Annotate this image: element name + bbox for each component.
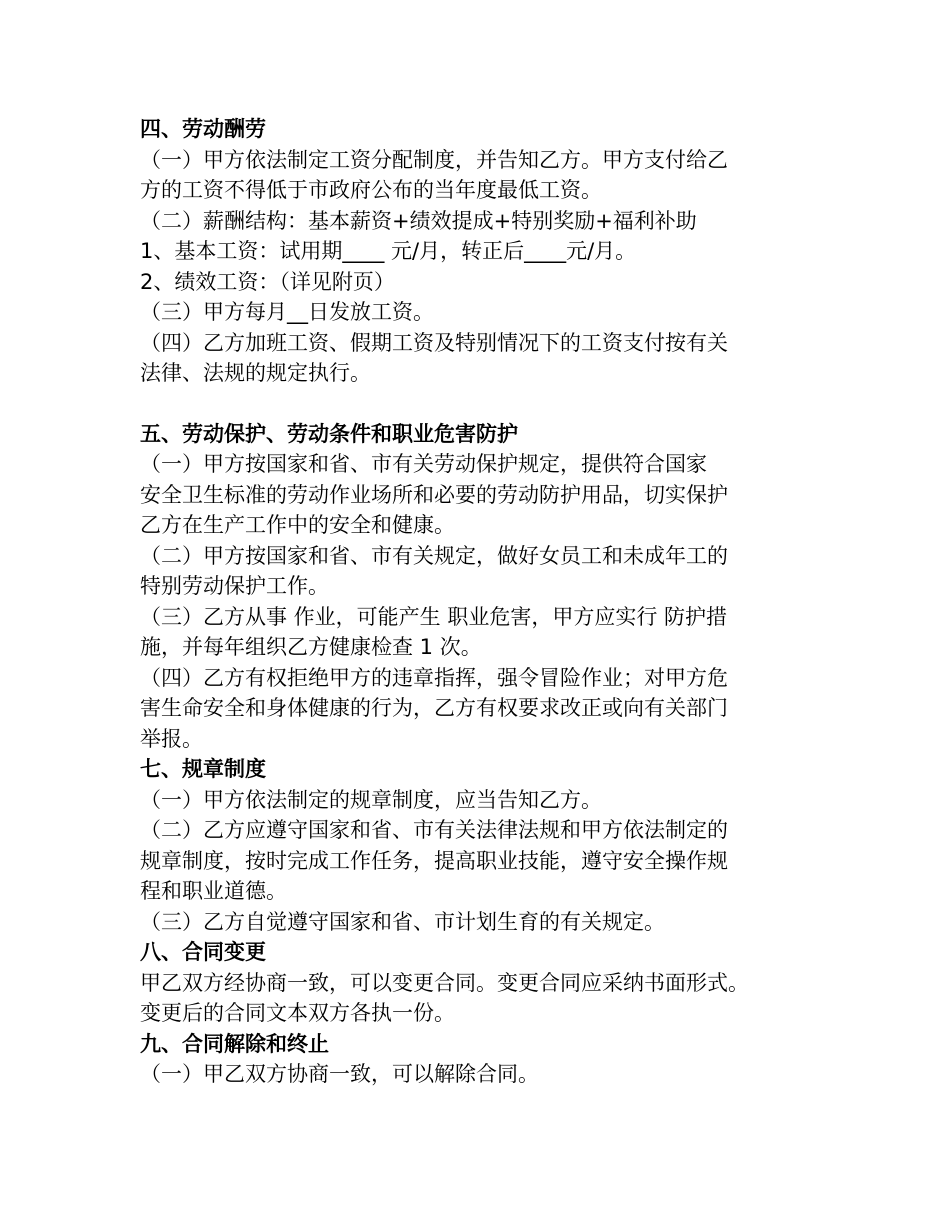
paragraph-line: 变更后的合同文本双方各执一份。 xyxy=(140,1001,455,1025)
section-heading-5: 五、劳动保护、劳动条件和职业危害防护 xyxy=(140,421,518,446)
paragraph-line: 特别劳动保护工作。 xyxy=(140,574,329,598)
paragraph-line: 方的工资不得低于市政府公布的当年度最低工资。 xyxy=(140,178,602,202)
paragraph-line: （一）甲方按国家和省、市有关劳动保护规定，提供符合国家 xyxy=(140,452,707,476)
paragraph-line: 施，并每年组织乙方健康检查 1 次。 xyxy=(140,635,482,659)
section-heading-9: 九、合同解除和终止 xyxy=(140,1031,329,1056)
paragraph-line: （一）甲方依法制定的规章制度，应当告知乙方。 xyxy=(140,787,602,812)
paragraph-line: 举报。 xyxy=(140,726,203,751)
paragraph-line: 甲乙双方经协商一致，可以变更合同。变更合同应采纳书面形式。 xyxy=(140,970,749,995)
paragraph-line: 1、基本工资：试用期____ 元/月，转正后____元/月。 xyxy=(140,239,637,263)
paragraph-line: （二）薪酬结构：基本薪资+绩效提成+特别奖励+福利补助 xyxy=(140,208,697,233)
paragraph-line: （三）乙方从事 作业，可能产生 职业危害，甲方应实行 防护措 xyxy=(140,604,728,629)
document-page xyxy=(140,114,820,1090)
paragraph-line: 法律、法规的规定执行。 xyxy=(140,361,371,385)
paragraph-line: （一）甲乙双方协商一致，可以解除合同。 xyxy=(140,1062,539,1086)
section-spacer xyxy=(140,389,820,419)
paragraph-line: （一）甲方依法制定工资分配制度，并告知乙方。甲方支付给乙 xyxy=(140,147,728,172)
paragraph-line: 规章制度，按时完成工作任务，提高职业技能，遵守安全操作规 xyxy=(140,848,728,873)
paragraph-line: 害生命安全和身体健康的行为，乙方有权要求改正或向有关部门 xyxy=(140,696,728,720)
paragraph-line: 2、绩效工资：（详见附页） xyxy=(140,269,395,294)
paragraph-line: （三）乙方自觉遵守国家和省、市计划生育的有关规定。 xyxy=(140,909,665,934)
paragraph-line: 程和职业道德。 xyxy=(140,879,287,903)
paragraph-line: （四）乙方加班工资、假期工资及特别情况下的工资支付按有关 xyxy=(140,330,728,355)
section-heading-7: 七、规章制度 xyxy=(140,757,266,781)
paragraph-line: 乙方在生产工作中的安全和健康。 xyxy=(140,513,455,537)
paragraph-line: （二）乙方应遵守国家和省、市有关法律法规和甲方依法制定的 xyxy=(140,818,728,842)
paragraph-line: 安全卫生标准的劳动作业场所和必要的劳动防护用品，切实保护 xyxy=(140,482,728,507)
paragraph-line: （二）甲方按国家和省、市有关规定，做好女员工和未成年工的 xyxy=(140,543,728,568)
paragraph-line: （三）甲方每月__日发放工资。 xyxy=(140,300,434,324)
section-heading-8: 八、合同变更 xyxy=(140,940,266,964)
paragraph-line: （四）乙方有权拒绝甲方的违章指挥，强令冒险作业；对甲方危 xyxy=(140,665,728,690)
section-heading-4: 四、劳动酬劳 xyxy=(140,117,266,141)
